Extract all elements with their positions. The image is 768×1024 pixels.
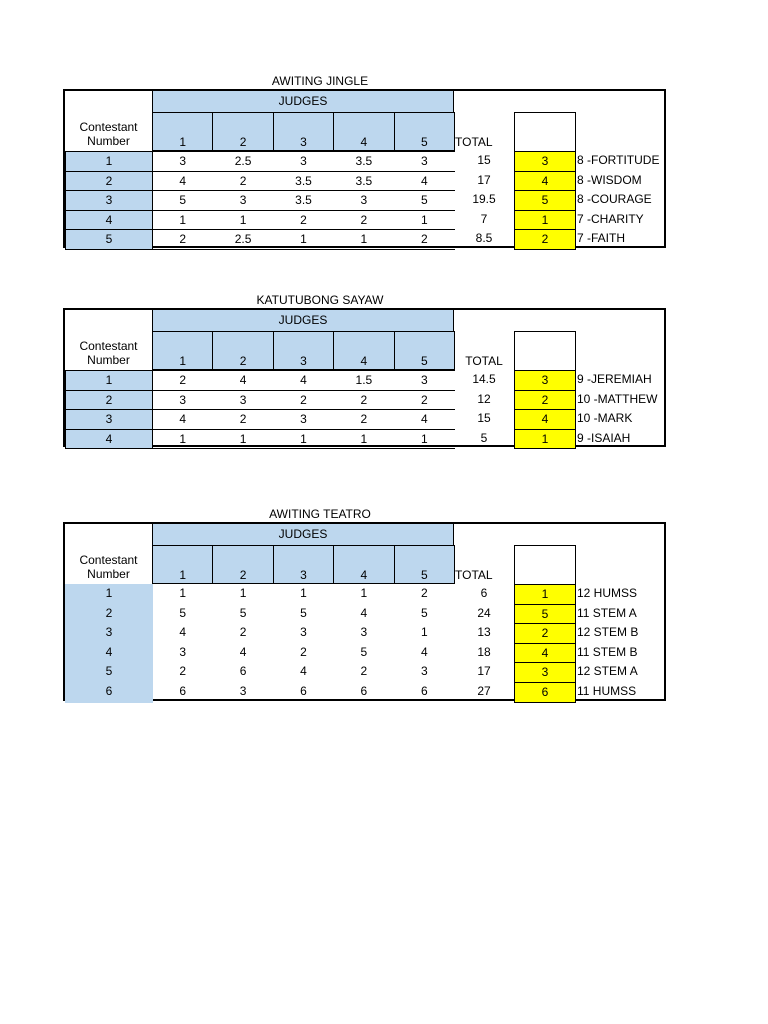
rank-cell: 3 xyxy=(514,370,576,391)
judge-number-header: 1 xyxy=(152,545,213,584)
score-cell: 5 xyxy=(300,605,307,620)
score-cell: 4 xyxy=(152,171,213,192)
judge-number-header: 1 xyxy=(152,112,213,151)
score-cell: 3.5 xyxy=(333,151,394,172)
score-cell: 3.5 xyxy=(273,190,334,211)
score-cell: 5 xyxy=(420,605,428,620)
rank-cell: 4 xyxy=(514,643,576,664)
score-cell: 2 xyxy=(152,370,213,391)
total-cell: 17 xyxy=(477,172,491,187)
total-cell: 19.5 xyxy=(472,192,496,207)
score-cell: 1 xyxy=(273,429,334,450)
judge-number-header: 2 xyxy=(212,331,273,370)
judge-number-header: 2 xyxy=(212,545,273,584)
contestant-number-cell: 3 xyxy=(65,409,153,430)
score-cell: 1.5 xyxy=(333,370,394,391)
contestant-number-cell: 2 xyxy=(65,390,153,411)
score-cell: 3 xyxy=(360,625,368,640)
contestant-name-cell: 11 STEM A xyxy=(577,605,637,620)
judge-number-header: 5 xyxy=(394,112,455,151)
contestant-name-cell: 12 HUMSS xyxy=(577,586,638,600)
contestant-label-line: Number xyxy=(87,567,130,581)
score-cell: 1 xyxy=(212,210,273,231)
contestant-number-cell: 3 xyxy=(65,623,153,644)
score-cell: 3 xyxy=(394,151,455,172)
contestant-number-cell: 2 xyxy=(65,604,153,625)
contestant-number-label xyxy=(65,120,152,148)
score-cell: 4 xyxy=(394,171,455,192)
judges-header: JUDGES xyxy=(152,523,454,545)
total-cell: 12 xyxy=(477,391,491,406)
table-title: AWITING TEATRO xyxy=(269,507,371,521)
score-cell: 6 xyxy=(420,684,428,698)
score-cell: 5 xyxy=(394,190,455,211)
total-label: TOTAL xyxy=(455,568,493,582)
score-cell: 1 xyxy=(333,429,394,450)
score-cell: 1 xyxy=(300,586,307,600)
contestant-name-cell: 12 STEM B xyxy=(577,625,639,640)
judge-number-header: 4 xyxy=(333,331,394,370)
contestant-number-cell: 4 xyxy=(65,210,153,231)
score-cell: 3 xyxy=(333,190,394,211)
total-cell: 5 xyxy=(480,430,488,445)
total-cell: 24 xyxy=(477,605,491,620)
score-cell: 6 xyxy=(300,684,307,698)
score-cell: 6 xyxy=(239,664,247,679)
score-cell: 3 xyxy=(420,664,428,679)
contestant-name-cell: 8 -COURAGE xyxy=(577,192,652,207)
contestant-label-line: Contestant xyxy=(79,120,138,134)
score-cell: 4 xyxy=(420,644,428,659)
contestant-name-cell: 11 STEM B xyxy=(577,644,638,659)
judge-number-header: 3 xyxy=(273,331,334,370)
rank-cell: 4 xyxy=(514,171,576,192)
score-cell: 4 xyxy=(394,409,455,430)
score-cell: 5 xyxy=(360,644,368,659)
score-cell: 4 xyxy=(179,625,187,640)
judge-number-header: 1 xyxy=(152,331,213,370)
score-cell: 4 xyxy=(212,370,273,391)
total-label: TOTAL xyxy=(465,354,503,368)
contestant-number-cell: 6 xyxy=(65,682,153,703)
contestant-label-line: Number xyxy=(87,134,130,148)
contestant-number-cell: 4 xyxy=(65,643,153,664)
contestant-number-label xyxy=(65,553,152,581)
score-cell: 5 xyxy=(179,605,187,620)
contestant-number-cell: 2 xyxy=(65,171,153,192)
total-cell: 13 xyxy=(477,625,491,640)
rank-cell: 1 xyxy=(514,584,576,605)
score-cell: 3 xyxy=(152,151,213,172)
table-title: AWITING JINGLE xyxy=(271,74,369,88)
contestant-label-line: Number xyxy=(87,353,130,367)
score-cell: 6 xyxy=(179,684,187,698)
contestant-name-cell: 9 -ISAIAH xyxy=(577,430,631,445)
score-cell: 2 xyxy=(152,229,213,250)
score-cell: 2 xyxy=(333,409,394,430)
score-table xyxy=(63,293,666,447)
score-cell: 3 xyxy=(152,390,213,411)
score-cell: 2 xyxy=(394,229,455,250)
total-cell: 7 xyxy=(480,211,488,226)
total-cell: 17 xyxy=(477,664,491,679)
total-cell: 15 xyxy=(477,153,491,167)
score-cell: 5 xyxy=(152,190,213,211)
score-cell: 1 xyxy=(152,429,213,450)
score-cell: 1 xyxy=(394,210,455,231)
rank-cell: 6 xyxy=(514,682,576,703)
score-cell: 2 xyxy=(333,210,394,231)
contestant-name-cell: 8 -WISDOM xyxy=(577,172,642,187)
score-cell: 3 xyxy=(273,151,334,172)
contestant-number-cell: 5 xyxy=(65,662,153,683)
rank-header-box xyxy=(514,331,576,371)
contestant-label-line: Contestant xyxy=(79,553,138,567)
contestant-number-label xyxy=(65,339,152,367)
rank-cell: 1 xyxy=(514,429,576,450)
table-title: KATUTUBONG SAYAW xyxy=(256,293,384,307)
score-cell: 1 xyxy=(333,229,394,250)
total-cell: 15 xyxy=(477,411,491,426)
rank-cell: 3 xyxy=(514,662,576,683)
judge-number-header: 5 xyxy=(394,331,455,370)
score-cell: 2 xyxy=(300,644,307,659)
contestant-name-cell: 10 -MATTHEW xyxy=(577,391,658,406)
score-cell: 4 xyxy=(360,605,368,620)
score-cell: 3 xyxy=(239,684,247,698)
score-cell: 1 xyxy=(273,229,334,250)
rank-cell: 5 xyxy=(514,190,576,211)
score-cell: 2 xyxy=(212,409,273,430)
contestant-name-cell: 10 -MARK xyxy=(577,411,633,426)
rank-cell: 1 xyxy=(514,210,576,231)
rank-cell: 2 xyxy=(514,390,576,411)
score-cell: 1 xyxy=(179,586,187,600)
contestant-name-cell: 12 STEM A xyxy=(577,664,638,679)
score-cell: 2 xyxy=(333,390,394,411)
judges-header: JUDGES xyxy=(152,90,454,112)
score-cell: 6 xyxy=(360,684,368,698)
rank-cell: 3 xyxy=(514,151,576,172)
score-cell: 2 xyxy=(179,664,187,679)
total-cell: 18 xyxy=(477,644,491,659)
score-cell: 2.5 xyxy=(212,151,273,172)
judge-number-header: 5 xyxy=(394,545,455,584)
score-cell: 2 xyxy=(394,390,455,411)
score-cell: 4 xyxy=(239,644,247,659)
contestant-name-cell: 11 HUMSS xyxy=(577,684,637,698)
rank-cell: 5 xyxy=(514,604,576,625)
total-cell: 8.5 xyxy=(475,231,493,246)
judge-number-header: 3 xyxy=(273,112,334,151)
score-cell: 3 xyxy=(394,370,455,391)
contestant-name-cell: 7 -FAITH xyxy=(577,231,626,246)
contestant-name-cell: 8 -FORTITUDE xyxy=(577,153,660,167)
rank-cell: 2 xyxy=(514,229,576,250)
judge-number-header: 3 xyxy=(273,545,334,584)
total-cell: 27 xyxy=(477,684,491,698)
score-cell: 2 xyxy=(273,210,334,231)
contestant-number-cell: 3 xyxy=(65,190,153,211)
judge-number-header: 4 xyxy=(333,545,394,584)
score-cell: 3 xyxy=(179,644,187,659)
contestant-number-cell: 5 xyxy=(65,229,153,250)
score-cell: 3.5 xyxy=(333,171,394,192)
rank-cell: 4 xyxy=(514,409,576,430)
contestant-name-cell: 9 -JEREMIAH xyxy=(577,372,652,386)
score-cell: 4 xyxy=(300,664,307,679)
contestant-number-cell: 1 xyxy=(65,584,153,605)
judge-number-header: 2 xyxy=(212,112,273,151)
score-cell: 4 xyxy=(273,370,334,391)
score-cell: 2 xyxy=(273,390,334,411)
score-cell: 3 xyxy=(273,409,334,430)
contestant-label-line: Contestant xyxy=(79,339,138,353)
score-cell: 1 xyxy=(360,586,368,600)
judge-number-header: 4 xyxy=(333,112,394,151)
contestant-number-cell: 4 xyxy=(65,429,153,450)
score-cell: 1 xyxy=(394,429,455,450)
contestant-number-cell: 1 xyxy=(65,151,153,172)
score-cell: 5 xyxy=(239,605,247,620)
total-cell: 6 xyxy=(480,586,488,600)
score-cell: 3 xyxy=(212,190,273,211)
contestant-number-cell: 1 xyxy=(65,370,153,391)
total-cell: 14.5 xyxy=(472,372,496,386)
rank-header-box xyxy=(514,545,576,585)
score-table xyxy=(63,507,666,701)
rank-header-box xyxy=(514,112,576,152)
contestant-name-cell: 7 -CHARITY xyxy=(577,211,644,226)
score-cell: 1 xyxy=(420,625,428,640)
score-cell: 2 xyxy=(360,664,368,679)
score-cell: 2 xyxy=(420,586,428,600)
score-cell: 3 xyxy=(212,390,273,411)
score-cell: 3.5 xyxy=(273,171,334,192)
score-cell: 3 xyxy=(300,625,307,640)
score-cell: 1 xyxy=(152,210,213,231)
score-cell: 1 xyxy=(212,429,273,450)
score-cell: 2 xyxy=(239,625,247,640)
score-cell: 2.5 xyxy=(212,229,273,250)
rank-cell: 2 xyxy=(514,623,576,644)
judges-header: JUDGES xyxy=(152,309,454,331)
score-cell: 2 xyxy=(212,171,273,192)
score-cell: 4 xyxy=(152,409,213,430)
score-table xyxy=(63,74,666,248)
total-label: TOTAL xyxy=(455,135,493,149)
score-cell: 1 xyxy=(239,586,247,600)
